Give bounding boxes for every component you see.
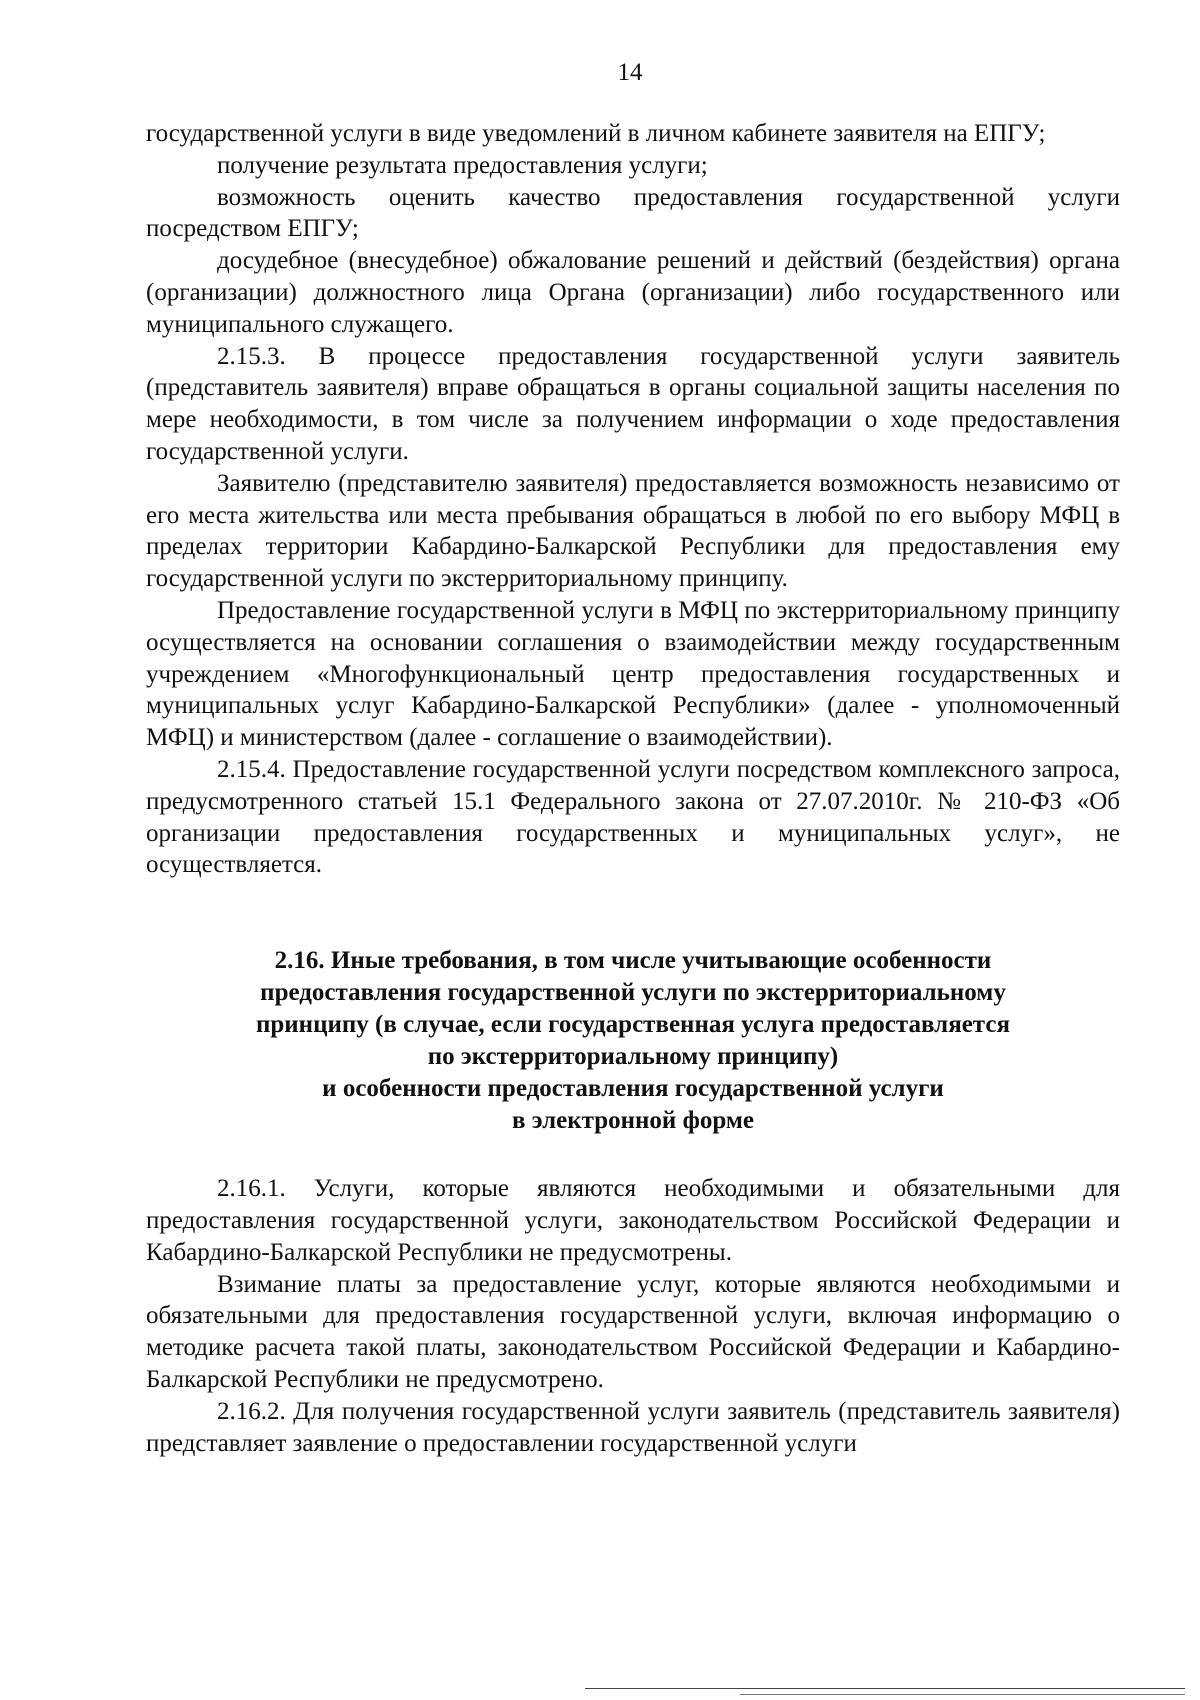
heading-line: предоставления государственной услуги по экстерриториальному (260, 979, 1006, 1007)
page-number: 14 (617, 59, 643, 86)
document-body (146, 118, 1120, 1459)
heading-line: по экстерриториальному принципу) (427, 1043, 839, 1071)
paragraph-quality-rating: возможность оценить качество предоставления государственной услуги посредством ЕПГУ; (146, 183, 1120, 243)
paragraph-2-15-4: 2.15.4. Предоставление государственной услуги посредством комплексного запроса, предусмотренного статьей 15.1 Федерального закона от 27.07.2010г. № 210-ФЗ «Об организации предоставления государственных и муниципальных услуг», не осуществляется. (146, 755, 1120, 879)
heading-line: и особенности предоставления государственной услуги (322, 1075, 944, 1103)
paragraph-result-receipt: получение результата предоставления услуги; (217, 151, 708, 179)
paragraph-extraterritorial-access: Заявителю (представителю заявителя) предоставляется возможность независимо от его места жительства или места пребывания обращаться в любой по его выбору МФЦ в пределах территории Кабардино-Балкарской Республики для предоставления ему государственной услуги по экстерриториальному принципу. (146, 469, 1120, 593)
paragraph-pretrial-appeal: досудебное (внесудебное) обжалование решений и действий (бездействия) органа (организации) должностного лица Органа (организации) либо государственного или муниципального служащего. (146, 247, 1120, 338)
paragraph-epgu-notifications: государственной услуги в виде уведомлений в личном кабинете заявителя на ЕПГУ; (146, 120, 1046, 147)
paragraph-2-15-3: 2.15.3. В процессе предоставления государственной услуги заявитель (представитель заявителя) вправе обращаться в органы социальной защиты населения по мере необходимости, в том числе за получением информации о ходе предоставления государственной услуги. (146, 342, 1120, 465)
section-heading-2-16 (146, 945, 1120, 1137)
heading-line: принципу (в случае, если государственная услуга предоставляется (255, 1011, 1011, 1039)
paragraph-2-16-2: 2.16.2. Для получения государственной услуги заявитель (представитель заявителя) представляет заявление о предоставлении государственной услуги (146, 1397, 1120, 1457)
scan-edge-line (740, 1694, 1185, 1695)
heading-line: 2.16. Иные требования, в том числе учитывающие особенности (274, 947, 992, 975)
scan-edge-line (585, 1688, 1185, 1689)
paragraph-mfc-agreement: Предоставление государственной услуги в МФЦ по экстерриториальному принципу осуществляется на основании соглашения о взаимодействии между государственным учреждением «Многофункциональный центр предоставления государственных и муниципальных услуг Кабардино-Балкарской Республики» (далее - уполномоченный МФЦ) и министерством (далее - соглашение о взаимодействии). (146, 596, 1120, 752)
heading-line: в электронной форме (511, 1107, 755, 1135)
paragraph-fee-collection: Взимание платы за предоставление услуг, которые являются необходимыми и обязательными для предоставления государственной услуги, включая информацию о методике расчета такой платы, законодательством Российской Федерации и Кабардино-Балкарской Республики не предусмотрено. (146, 1270, 1120, 1393)
paragraph-2-16-1: 2.16.1. Услуги, которые являются необходимыми и обязательными для предоставления государственной услуги, законодательством Российской Федерации и Кабардино-Балкарской Республики не предусмотрены. (146, 1175, 1120, 1266)
